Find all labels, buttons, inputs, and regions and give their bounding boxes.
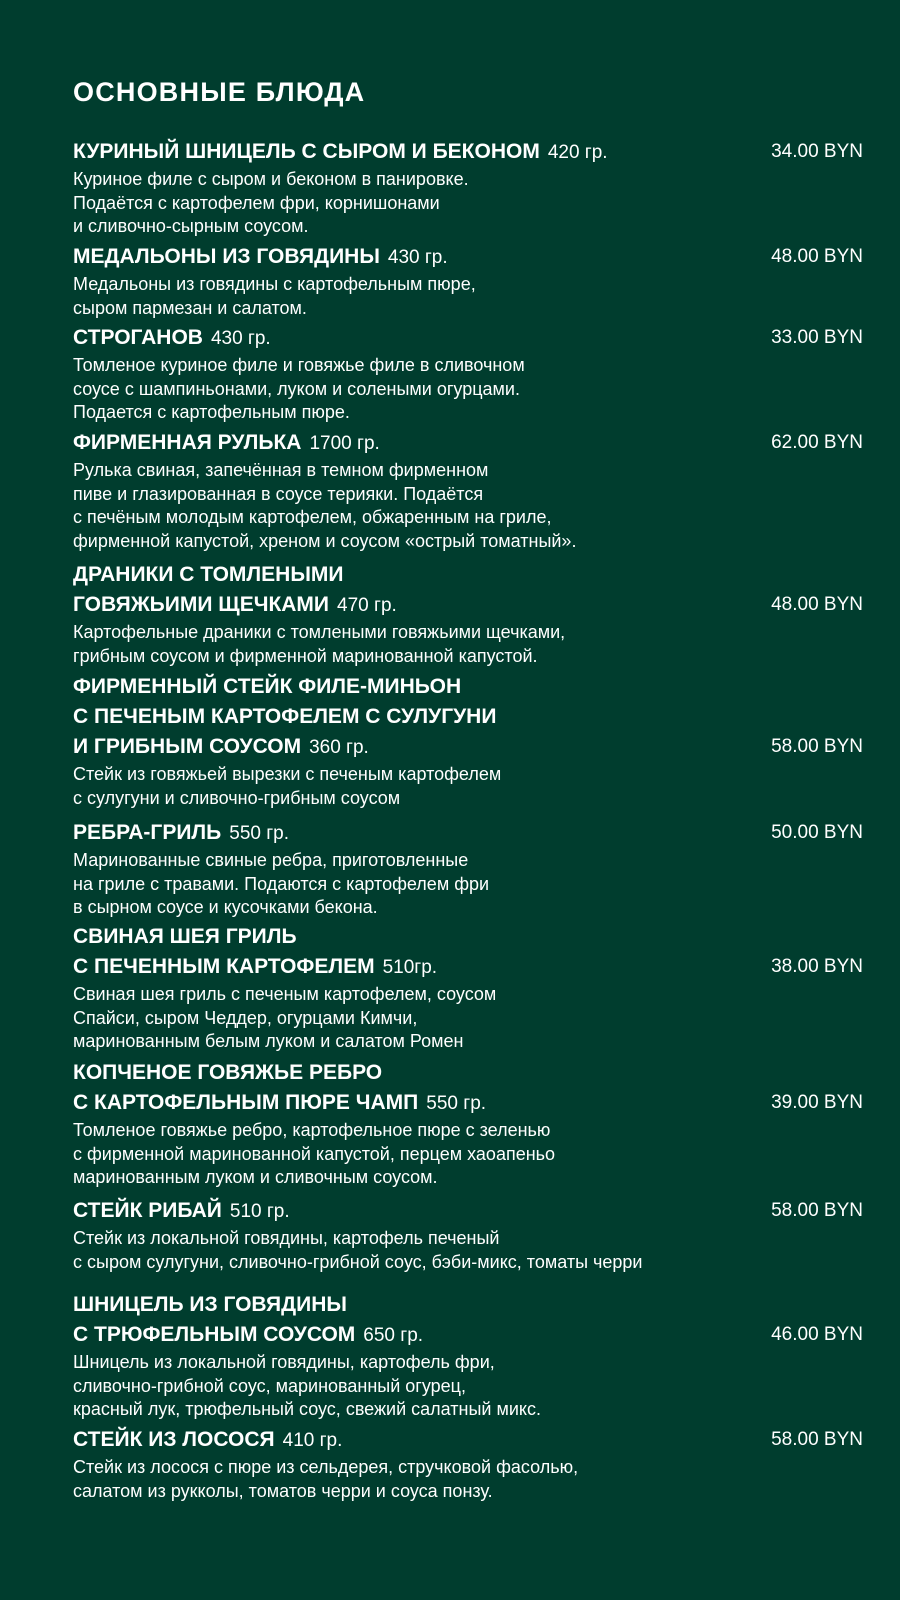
- dish-description-line: сливочно-грибной соус, маринованный огурец,: [73, 1375, 466, 1396]
- dish-name-text: РЕБРА-ГРИЛЬ: [73, 821, 222, 844]
- menu-item: [73, 1425, 863, 1503]
- dish-weight: 550 гр.: [426, 1093, 487, 1114]
- dish-price: 50.00 BYN: [771, 822, 863, 843]
- dish-name: [73, 242, 863, 273]
- dish-name: [73, 1196, 863, 1227]
- menu-item: [73, 818, 863, 920]
- dish-weight: 430 гр.: [387, 247, 448, 268]
- dish-price: 46.00 BYN: [771, 1324, 863, 1345]
- dish-weight: 410 гр.: [282, 1430, 343, 1451]
- dish-description: [73, 1119, 863, 1190]
- dish-weight: 510гр.: [382, 957, 438, 978]
- dish-description-line: пиве и глазированная в соусе терияки. Подаётся: [73, 483, 484, 504]
- dish-description-line: на гриле с травами. Подаются с картофелем фри: [73, 873, 490, 894]
- dish-description-line: салатом из рукколы, томатов черри и соуса понзу.: [73, 1480, 493, 1501]
- dish-name: [73, 428, 863, 459]
- dish-name-text: ФИРМЕННЫЙ СТЕЙК ФИЛЕ-МИНЬОН: [73, 675, 462, 698]
- dish-description-line: Рулька свиная, запечённая в темном фирменном: [73, 460, 489, 480]
- menu-item: [73, 1290, 863, 1422]
- dish-name: [73, 590, 863, 621]
- dish-name: [73, 323, 863, 354]
- dish-price: 38.00 BYN: [771, 956, 863, 977]
- dish-description: [73, 1227, 863, 1274]
- dish-weight: 510 гр.: [229, 1201, 290, 1222]
- dish-price: 58.00 BYN: [771, 1200, 863, 1221]
- dish-name: [73, 952, 863, 983]
- dish-name-text: С ТРЮФЕЛЬНЫМ СОУСОМ: [73, 1323, 356, 1346]
- dish-description: [73, 459, 863, 553]
- dish-name: [73, 818, 863, 849]
- dish-price: 48.00 BYN: [771, 594, 863, 615]
- dish-name: [73, 702, 863, 732]
- dish-name-text: СТЕЙК ИЗ ЛОСОСЯ: [73, 1428, 275, 1451]
- dish-description: [73, 1456, 863, 1503]
- dish-description-line: Стейк из лосося с пюре из сельдерея, стручковой фасолью,: [73, 1457, 579, 1477]
- menu-item: [73, 560, 863, 668]
- dish-name-text: ШНИЦЕЛЬ ИЗ ГОВЯДИНЫ: [73, 1293, 347, 1316]
- dish-price: 58.00 BYN: [771, 736, 863, 757]
- dish-description-line: Стейк из локальной говядины, картофель печеный: [73, 1228, 500, 1248]
- dish-description-line: Томленое куриное филе и говяжье филе в сливочном: [73, 355, 525, 375]
- dish-name: [73, 1290, 863, 1320]
- dish-description-line: с сулугуни и сливочно-грибным соусом: [73, 787, 401, 808]
- menu-item: [73, 242, 863, 320]
- dish-description-line: с сыром сулугуни, сливочно-грибной соус, бэби-микс, томаты черри: [73, 1251, 643, 1272]
- dish-name-text: ФИРМЕННАЯ РУЛЬКА: [73, 431, 302, 454]
- dish-description-line: Куриное филе с сыром и беконом в панировке.: [73, 169, 469, 189]
- dish-description-line: Шницель из локальной говядины, картофель фри,: [73, 1352, 495, 1372]
- dish-name: [73, 1058, 863, 1088]
- dish-description: [73, 849, 863, 920]
- menu-item: [73, 922, 863, 1054]
- dish-description-line: сыром пармезан и салатом.: [73, 297, 307, 318]
- dish-description-line: грибным соусом и фирменной маринованной капустой.: [73, 645, 538, 666]
- dish-description-line: маринованным белым луком и салатом Ромен: [73, 1031, 464, 1051]
- dish-description-line: Томленое говяжье ребро, картофельное пюре с зеленью: [73, 1120, 551, 1140]
- dish-description-line: в сырном соусе и кусочками бекона.: [73, 897, 378, 917]
- dish-description: [73, 354, 863, 425]
- dish-description-line: с печёным молодым картофелем, обжаренным на гриле,: [73, 507, 552, 527]
- dish-name: [73, 1425, 863, 1456]
- dish-price: 58.00 BYN: [771, 1429, 863, 1450]
- dish-price: 62.00 BYN: [771, 432, 863, 453]
- menu-item: [73, 428, 863, 553]
- dish-weight: 470 гр.: [337, 595, 397, 616]
- dish-description: [73, 1351, 863, 1422]
- dish-weight: 420 гр.: [547, 142, 608, 163]
- dish-description-line: Маринованные свиные ребра, приготовленные: [73, 850, 469, 870]
- dish-description-line: соусе с шампиньонами, луком и солеными огурцами.: [73, 378, 520, 399]
- dish-price: 34.00 BYN: [771, 141, 863, 162]
- dish-weight: 650 гр.: [363, 1325, 424, 1346]
- dish-name-text: И ГРИБНЫМ СОУСОМ: [73, 735, 302, 758]
- dish-price: 33.00 BYN: [771, 327, 863, 348]
- menu-item: [73, 1058, 863, 1190]
- dish-description: [73, 168, 863, 239]
- dish-name-text: С КАРТОФЕЛЬНЫМ ПЮРЕ ЧАМП: [73, 1091, 419, 1114]
- dish-name: [73, 672, 863, 702]
- dish-name: [73, 1088, 863, 1119]
- dish-name: [73, 137, 863, 168]
- dish-description-line: красный лук, трюфельный соус, свежий салатный микс.: [73, 1399, 541, 1419]
- menu-item: [73, 1196, 863, 1274]
- dish-name-text: СТРОГАНОВ: [73, 326, 203, 349]
- dish-description-line: Свиная шея гриль с печеным картофелем, соусом: [73, 984, 497, 1004]
- dish-description: [73, 983, 863, 1054]
- dish-name: [73, 732, 863, 763]
- dish-name-text: СТЕЙК РИБАЙ: [73, 1199, 222, 1222]
- dish-description-line: Подаётся с картофелем фри, корнишонами: [73, 192, 440, 213]
- dish-description-line: с фирменной маринованной капустой, перцем хаоапеньо: [73, 1143, 556, 1164]
- dish-description: [73, 273, 863, 320]
- dish-name-text: МЕДАЛЬОНЫ ИЗ ГОВЯДИНЫ: [73, 245, 380, 268]
- menu-item: [73, 672, 863, 810]
- dish-name-text: СВИНАЯ ШЕЯ ГРИЛЬ: [73, 925, 297, 948]
- dish-description-line: Подается с картофельным пюре.: [73, 402, 350, 422]
- dish-description-line: Картофельные драники с томлеными говяжьими щечками,: [73, 622, 566, 642]
- dish-description-line: Спайси, сыром Чеддер, огурцами Кимчи,: [73, 1007, 418, 1028]
- dish-weight: 360 гр.: [309, 737, 369, 758]
- dish-description-line: Стейк из говяжьей вырезки с печеным картофелем: [73, 764, 502, 784]
- dish-name: [73, 1320, 863, 1351]
- section-title: ОСНОВНЫЕ БЛЮДА: [73, 77, 366, 107]
- dish-name-text: С ПЕЧЕННЫМ КАРТОФЕЛЕМ: [73, 955, 375, 978]
- dish-description-line: фирменной капустой, хреном и соусом «острый томатный».: [73, 530, 577, 551]
- dish-name-text: ГОВЯЖЬИМИ ЩЕЧКАМИ: [73, 593, 330, 616]
- dish-name: [73, 922, 863, 952]
- dish-name-text: КУРИНЫЙ ШНИЦЕЛЬ С СЫРОМ И БЕКОНОМ: [73, 140, 540, 163]
- dish-description-line: и сливочно-сырным соусом.: [73, 216, 309, 236]
- dish-name: [73, 560, 863, 590]
- dish-name-text: ДРАНИКИ С ТОМЛЕНЫМИ: [73, 563, 344, 586]
- dish-weight: 550 гр.: [229, 823, 290, 844]
- dish-price: 48.00 BYN: [771, 246, 863, 267]
- dish-description-line: маринованным луком и сливочным соусом.: [73, 1167, 438, 1187]
- dish-name-text: С ПЕЧЕНЫМ КАРТОФЕЛЕМ С СУЛУГУНИ: [73, 705, 497, 728]
- dish-description: [73, 763, 863, 810]
- dish-description-line: Медальоны из говядины с картофельным пюре,: [73, 274, 476, 294]
- dish-weight: 430 гр.: [210, 328, 271, 349]
- menu-item: [73, 323, 863, 425]
- dish-description: [73, 621, 863, 668]
- dish-name-text: КОПЧЕНОЕ ГОВЯЖЬЕ РЕБРО: [73, 1061, 383, 1084]
- menu-item: [73, 137, 863, 239]
- dish-weight: 1700 гр.: [309, 433, 380, 454]
- dish-price: 39.00 BYN: [771, 1092, 863, 1113]
